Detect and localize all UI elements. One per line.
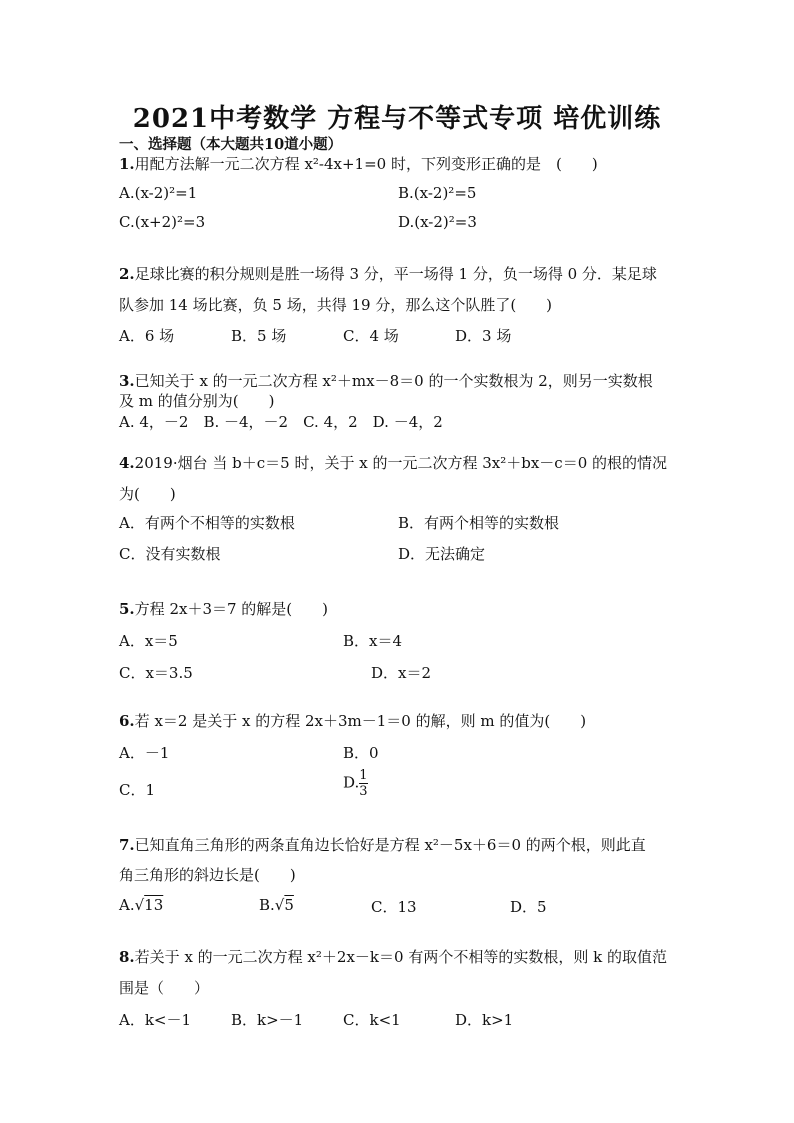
question-number: 6. [119,712,135,730]
question-number: 3. [119,372,135,390]
option-c: C．x＝3.5 [119,664,193,682]
option-d: D．x＝2 [371,664,432,682]
question-number: 2. [119,265,135,283]
question-text: 已知直角三角形的两条直角边长恰好是方程 x²－5x＋6＝0 的两个根，则此直 [134,836,646,854]
option-c: C．没有实数根 [119,545,221,563]
question-number: 1. [119,155,135,173]
radicand: 13 [144,896,164,914]
question-5 [119,598,328,619]
option-a: A．－1 [119,744,170,762]
question-3 [119,370,653,391]
question-text: 若关于 x 的一元二次方程 x²＋2x－k＝0 有两个不相等的实数根，则 k 的取值范 [134,948,667,966]
section-heading: 一、选择题（本大题共10道小题） [119,136,343,153]
option-d: D．k>1 [455,1011,514,1029]
option-b: B．5 场 [231,327,287,345]
question-3-options: A. 4，－2 B. －4，－2 C. 4，2 D. －4，2 [119,413,443,431]
question-number: 5. [119,600,135,618]
question-text: 已知关于 x 的一元二次方程 x²＋mx－8＝0 的一个实数根为 2，则另一实数根 [134,372,653,390]
question-2 [119,263,657,284]
option-d: D．3 场 [455,327,512,345]
option-prefix: A.√ [119,896,145,914]
option-a: A．有两个不相等的实数根 [119,514,295,532]
question-text: 方程 2x＋3＝7 的解是( ) [134,600,329,618]
question-2-continued: 队参加 14 场比赛，负 5 场，共得 19 分，那么这个队胜了( ) [119,296,553,314]
question-4 [119,452,667,473]
fraction [359,768,367,799]
option-b: B．k>－1 [231,1011,304,1029]
option-b: B．0 [343,744,379,762]
option-b: B．x＝4 [343,632,403,650]
question-7-continued: 角三角形的斜边长是( ) [119,866,296,884]
option-c: C．4 场 [343,327,399,345]
radicand: 5 [284,896,294,914]
option-c: C．13 [371,898,417,916]
option-b [259,896,294,914]
denominator: 3 [359,784,368,799]
question-6 [119,710,586,731]
option-b: B.(x-2)²=5 [398,184,477,202]
numerator: 1 [359,768,368,783]
question-text: 足球比赛的积分规则是胜一场得 3 分，平一场得 1 分，负一场得 0 分．某足球 [134,265,657,283]
option-a: A．k<－1 [119,1011,192,1029]
question-text: 用配方法解一元二次方程 x²-4x+1=0 时，下列变形正确的是 ( ) [134,155,598,173]
page-title: 2021中考数学 方程与不等式专项 培优训练 [132,104,662,134]
question-number: 4. [119,454,135,472]
option-a [119,896,163,914]
question-8-continued: 围是（ ） [119,979,210,997]
option-a: A．x＝5 [119,632,178,650]
question-8 [119,946,667,967]
question-number: 7. [119,836,135,854]
option-d: D．5 [510,898,547,916]
question-7 [119,834,646,855]
option-letter: D. [343,773,360,792]
question-text: 2019·烟台 当 b＋c＝5 时，关于 x 的一元二次方程 3x²＋bx－c＝0 的根的情况 [134,454,668,472]
option-b: B．有两个相等的实数根 [398,514,560,532]
option-c: C．1 [119,781,156,799]
option-d: D.(x-2)²=3 [398,213,477,231]
option-prefix: B.√ [259,896,285,914]
option-d [343,768,368,799]
option-c: C.(x+2)²=3 [119,213,206,231]
question-4-continued: 为( ) [119,485,176,503]
question-number: 8. [119,948,135,966]
question-3-continued: 及 m 的值分别为( ) [119,392,275,410]
question-text: 若 x＝2 是关于 x 的方程 2x＋3m－1＝0 的解，则 m 的值为( ) [134,712,587,730]
question-1 [119,153,598,174]
option-a: A．6 场 [119,327,175,345]
option-c: C．k<1 [343,1011,401,1029]
option-a: A.(x-2)²=1 [119,184,198,202]
option-d: D．无法确定 [398,545,486,563]
